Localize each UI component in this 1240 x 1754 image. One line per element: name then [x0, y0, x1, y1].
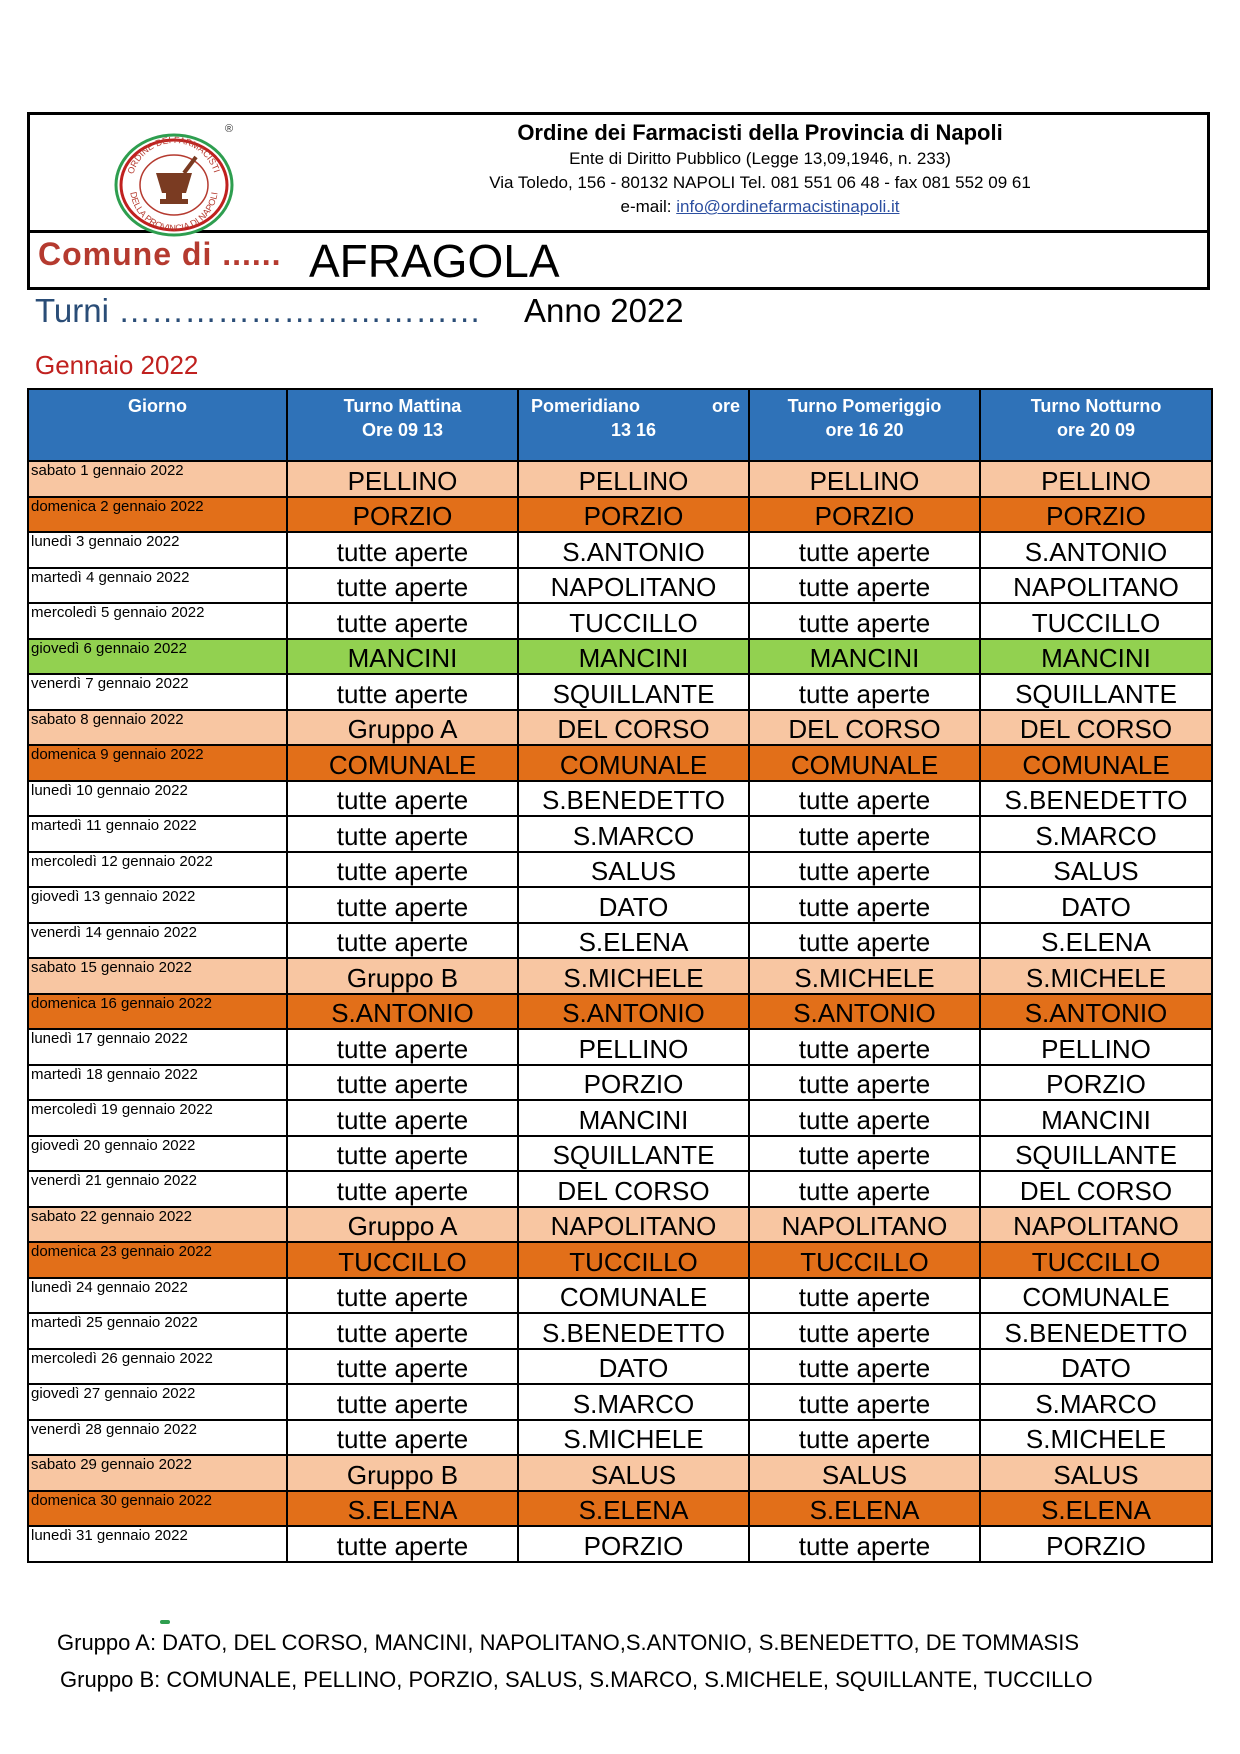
pomeridiano-cell: S.MICHELE [518, 1420, 749, 1456]
col-notturno [980, 389, 1212, 461]
month-title: Gennaio 2022 [35, 350, 199, 380]
day-cell: venerdì 7 gennaio 2022 [28, 674, 287, 710]
notturno-cell: S.BENEDETTO [980, 1313, 1212, 1349]
pomeriggio-cell: tutte aperte [749, 568, 980, 604]
day-cell: domenica 23 gennaio 2022 [28, 1242, 287, 1278]
col-pomeridiano-hours: 13 16 [610, 420, 657, 440]
schedule-table [27, 388, 1213, 1563]
notturno-cell: TUCCILLO [980, 603, 1212, 639]
pomeriggio-cell: tutte aperte [749, 674, 980, 710]
table-row [28, 1420, 1212, 1456]
mattina-cell: tutte aperte [287, 1349, 518, 1385]
mattina-cell: tutte aperte [287, 532, 518, 568]
notturno-cell: COMUNALE [980, 1278, 1212, 1314]
pomeridiano-cell: NAPOLITANO [518, 1207, 749, 1243]
pomeridiano-cell: S.ELENA [518, 923, 749, 959]
day-cell: sabato 15 gennaio 2022 [28, 958, 287, 994]
pomeriggio-cell: tutte aperte [749, 1526, 980, 1562]
table-row [28, 568, 1212, 604]
day-cell: sabato 1 gennaio 2022 [28, 461, 287, 497]
col-pomeriggio [749, 389, 980, 461]
day-cell: domenica 2 gennaio 2022 [28, 497, 287, 533]
day-cell: giovedì 27 gennaio 2022 [28, 1384, 287, 1420]
pomeriggio-cell: PELLINO [749, 461, 980, 497]
mattina-cell: tutte aperte [287, 674, 518, 710]
mattina-cell: tutte aperte [287, 603, 518, 639]
day-cell: sabato 29 gennaio 2022 [28, 1455, 287, 1491]
table-row [28, 532, 1212, 568]
day-cell: lunedì 17 gennaio 2022 [28, 1029, 287, 1065]
mattina-cell: tutte aperte [287, 923, 518, 959]
mattina-cell: Gruppo A [287, 710, 518, 746]
day-cell: lunedì 24 gennaio 2022 [28, 1278, 287, 1314]
notturno-cell: S.ANTONIO [980, 994, 1212, 1030]
table-row [28, 1526, 1212, 1562]
pomeridiano-cell: NAPOLITANO [518, 568, 749, 604]
pomeridiano-cell: S.ANTONIO [518, 532, 749, 568]
mattina-cell: tutte aperte [287, 1171, 518, 1207]
mattina-cell: tutte aperte [287, 1313, 518, 1349]
col-notturno-title: Turno Notturno [1030, 396, 1162, 416]
email-link[interactable]: info@ordinefarmacistinapoli.it [676, 197, 900, 216]
comune-name: AFRAGOLA [309, 235, 560, 287]
notturno-cell: SQUILLANTE [980, 674, 1212, 710]
pomeriggio-cell: tutte aperte [749, 887, 980, 923]
col-notturno-hours: ore 20 09 [1056, 420, 1136, 440]
mattina-cell: S.ANTONIO [287, 994, 518, 1030]
pomeridiano-cell: COMUNALE [518, 1278, 749, 1314]
pomeriggio-cell: tutte aperte [749, 923, 980, 959]
notturno-cell: PORZIO [980, 1526, 1212, 1562]
decorative-mark [160, 1620, 170, 1624]
mattina-cell: tutte aperte [287, 781, 518, 817]
table-row [28, 1242, 1212, 1278]
col-pomeriggio-title: Turno Pomeriggio [787, 396, 942, 416]
pomeriggio-cell: tutte aperte [749, 1384, 980, 1420]
pomeriggio-cell: tutte aperte [749, 1313, 980, 1349]
notturno-cell: COMUNALE [980, 745, 1212, 781]
day-cell: venerdì 21 gennaio 2022 [28, 1171, 287, 1207]
mattina-cell: tutte aperte [287, 1065, 518, 1101]
table-row [28, 1065, 1212, 1101]
day-cell: martedì 11 gennaio 2022 [28, 816, 287, 852]
table-row [28, 674, 1212, 710]
mattina-cell: S.ELENA [287, 1491, 518, 1527]
col-pomeriggio-hours: ore 16 20 [825, 420, 904, 440]
pomeriggio-cell: tutte aperte [749, 1065, 980, 1101]
pomeriggio-cell: tutte aperte [749, 1029, 980, 1065]
turni-label: Turni …………………………… [35, 292, 482, 329]
org-email-line [450, 195, 1070, 219]
pomeriggio-cell: S.ELENA [749, 1491, 980, 1527]
table-row [28, 1100, 1212, 1136]
pomeridiano-cell: S.BENEDETTO [518, 781, 749, 817]
org-info [450, 119, 1070, 219]
day-cell: giovedì 20 gennaio 2022 [28, 1136, 287, 1172]
table-row [28, 816, 1212, 852]
mattina-cell: Gruppo B [287, 958, 518, 994]
table-row [28, 603, 1212, 639]
table-row [28, 639, 1212, 675]
mattina-cell: PORZIO [287, 497, 518, 533]
pomeridiano-cell: TUCCILLO [518, 603, 749, 639]
mattina-cell: tutte aperte [287, 816, 518, 852]
day-cell: mercoledì 26 gennaio 2022 [28, 1349, 287, 1385]
day-cell: lunedì 31 gennaio 2022 [28, 1526, 287, 1562]
day-cell: venerdì 28 gennaio 2022 [28, 1420, 287, 1456]
notturno-cell: PORZIO [980, 497, 1212, 533]
day-cell: martedì 25 gennaio 2022 [28, 1313, 287, 1349]
notturno-cell: SALUS [980, 1455, 1212, 1491]
notturno-cell: MANCINI [980, 1100, 1212, 1136]
col-mattina-hours: Ore 09 13 [361, 420, 444, 440]
pomeridiano-cell: MANCINI [518, 639, 749, 675]
col-pomeridiano-title-line [525, 394, 742, 418]
table-row [28, 852, 1212, 888]
notturno-cell: PELLINO [980, 461, 1212, 497]
legend-gruppo-a: Gruppo A: DATO, DEL CORSO, MANCINI, NAPOLITANO,S.ANTONIO, S.BENEDETTO, DE TOMMASIS [57, 1630, 1080, 1655]
notturno-cell: S.MICHELE [980, 958, 1212, 994]
day-cell: martedì 18 gennaio 2022 [28, 1065, 287, 1101]
mattina-cell: TUCCILLO [287, 1242, 518, 1278]
org-legal-line: Ente di Diritto Pubblico (Legge 13,09,1946, n. 233) [569, 149, 951, 168]
mattina-cell: Gruppo B [287, 1455, 518, 1491]
pomeridiano-cell: PORZIO [518, 1526, 749, 1562]
col-pomeridiano-ore: ore [711, 396, 740, 416]
pomeridiano-cell: S.BENEDETTO [518, 1313, 749, 1349]
mattina-cell: PELLINO [287, 461, 518, 497]
col-mattina-title: Turno Mattina [343, 396, 462, 416]
col-mattina [287, 389, 518, 461]
day-cell: lunedì 3 gennaio 2022 [28, 532, 287, 568]
logo-text-top: ORDINE DEI FARMACISTI [125, 134, 222, 176]
pomeridiano-cell: PORZIO [518, 1065, 749, 1101]
mattina-cell: Gruppo A [287, 1207, 518, 1243]
table-row [28, 1207, 1212, 1243]
pomeridiano-cell: DEL CORSO [518, 710, 749, 746]
schedule-body [28, 461, 1212, 1562]
notturno-cell: S.MARCO [980, 816, 1212, 852]
table-row [28, 994, 1212, 1030]
notturno-cell: DATO [980, 1349, 1212, 1385]
day-cell: domenica 30 gennaio 2022 [28, 1491, 287, 1527]
mattina-cell: tutte aperte [287, 1029, 518, 1065]
pomeriggio-cell: SALUS [749, 1455, 980, 1491]
mattina-cell: tutte aperte [287, 1278, 518, 1314]
col-pomeridiano-title: Pomeridiano [531, 396, 641, 416]
pomeriggio-cell: tutte aperte [749, 1420, 980, 1456]
table-row [28, 887, 1212, 923]
notturno-cell: MANCINI [980, 639, 1212, 675]
day-cell: domenica 16 gennaio 2022 [28, 994, 287, 1030]
notturno-cell: S.MICHELE [980, 1420, 1212, 1456]
pomeriggio-cell: tutte aperte [749, 1136, 980, 1172]
org-address-line: Via Toledo, 156 - 80132 NAPOLI Tel. 081 551 06 48 - fax 081 552 09 61 [489, 173, 1031, 192]
notturno-cell: PORZIO [980, 1065, 1212, 1101]
table-row [28, 461, 1212, 497]
table-row [28, 745, 1212, 781]
pomeridiano-cell: S.MARCO [518, 816, 749, 852]
day-cell: mercoledì 5 gennaio 2022 [28, 603, 287, 639]
day-cell: venerdì 14 gennaio 2022 [28, 923, 287, 959]
pomeriggio-cell: tutte aperte [749, 1349, 980, 1385]
pomeriggio-cell: tutte aperte [749, 603, 980, 639]
table-row [28, 1313, 1212, 1349]
ordine-farmacisti-seal-icon [106, 127, 242, 239]
notturno-cell: NAPOLITANO [980, 1207, 1212, 1243]
mattina-cell: tutte aperte [287, 1526, 518, 1562]
table-row [28, 1384, 1212, 1420]
col-pomeridiano [518, 389, 749, 461]
table-row [28, 1029, 1212, 1065]
pomeridiano-cell: S.ANTONIO [518, 994, 749, 1030]
col-giorno-label: Giorno [128, 396, 187, 416]
comune-label: Comune di ...... [38, 236, 282, 272]
table-row [28, 1349, 1212, 1385]
pomeriggio-cell: tutte aperte [749, 1171, 980, 1207]
mattina-cell: tutte aperte [287, 1100, 518, 1136]
day-cell: lunedì 10 gennaio 2022 [28, 781, 287, 817]
pomeriggio-cell: S.ANTONIO [749, 994, 980, 1030]
registered-mark: ® [225, 123, 234, 135]
day-cell: sabato 8 gennaio 2022 [28, 710, 287, 746]
pomeriggio-cell: tutte aperte [749, 816, 980, 852]
notturno-cell: DEL CORSO [980, 710, 1212, 746]
pomeriggio-cell: tutte aperte [749, 781, 980, 817]
pomeridiano-cell: SALUS [518, 852, 749, 888]
pomeridiano-cell: SQUILLANTE [518, 674, 749, 710]
table-row [28, 1136, 1212, 1172]
notturno-cell: DEL CORSO [980, 1171, 1212, 1207]
notturno-cell: DATO [980, 887, 1212, 923]
legend-gruppo-b: Gruppo B: COMUNALE, PELLINO, PORZIO, SALUS, S.MARCO, S.MICHELE, SQUILLANTE, TUCCILLO [60, 1667, 1093, 1692]
pomeriggio-cell: tutte aperte [749, 852, 980, 888]
pomeridiano-cell: DEL CORSO [518, 1171, 749, 1207]
mattina-cell: MANCINI [287, 639, 518, 675]
logo-text-bottom: DELLA PROVINCIA DI NAPOLI [128, 190, 220, 234]
header-top [30, 115, 1207, 233]
notturno-cell: TUCCILLO [980, 1242, 1212, 1278]
pomeriggio-cell: tutte aperte [749, 1100, 980, 1136]
notturno-cell: S.ANTONIO [980, 532, 1212, 568]
table-row [28, 781, 1212, 817]
header-box [27, 112, 1210, 290]
pomeriggio-cell: DEL CORSO [749, 710, 980, 746]
notturno-cell: S.ELENA [980, 923, 1212, 959]
table-row [28, 958, 1212, 994]
pomeridiano-cell: PELLINO [518, 461, 749, 497]
day-cell: giovedì 6 gennaio 2022 [28, 639, 287, 675]
notturno-cell: S.BENEDETTO [980, 781, 1212, 817]
pomeridiano-cell: S.MICHELE [518, 958, 749, 994]
pomeridiano-cell: COMUNALE [518, 745, 749, 781]
notturno-cell: NAPOLITANO [980, 568, 1212, 604]
pomeridiano-cell: MANCINI [518, 1100, 749, 1136]
pomeridiano-cell: PORZIO [518, 497, 749, 533]
notturno-cell: SQUILLANTE [980, 1136, 1212, 1172]
pomeridiano-cell: S.MARCO [518, 1384, 749, 1420]
pomeridiano-cell: S.ELENA [518, 1491, 749, 1527]
notturno-cell: SALUS [980, 852, 1212, 888]
pomeridiano-cell: TUCCILLO [518, 1242, 749, 1278]
day-cell: mercoledì 12 gennaio 2022 [28, 852, 287, 888]
notturno-cell: S.ELENA [980, 1491, 1212, 1527]
table-row [28, 1491, 1212, 1527]
table-row [28, 497, 1212, 533]
org-title: Ordine dei Farmacisti della Provincia di Napoli [517, 120, 1003, 145]
mattina-cell: tutte aperte [287, 887, 518, 923]
table-row [28, 923, 1212, 959]
pomeridiano-cell: SQUILLANTE [518, 1136, 749, 1172]
pomeriggio-cell: MANCINI [749, 639, 980, 675]
table-row [28, 710, 1212, 746]
day-cell: sabato 22 gennaio 2022 [28, 1207, 287, 1243]
pomeriggio-cell: COMUNALE [749, 745, 980, 781]
col-giorno [28, 389, 287, 461]
table-header-row [28, 389, 1212, 461]
pomeriggio-cell: PORZIO [749, 497, 980, 533]
notturno-cell: S.MARCO [980, 1384, 1212, 1420]
mattina-cell: tutte aperte [287, 1384, 518, 1420]
anno-label: Anno 2022 [524, 292, 684, 329]
pomeriggio-cell: tutte aperte [749, 532, 980, 568]
pomeridiano-cell: DATO [518, 1349, 749, 1385]
table-row [28, 1278, 1212, 1314]
mattina-cell: tutte aperte [287, 852, 518, 888]
pomeriggio-cell: tutte aperte [749, 1278, 980, 1314]
pomeriggio-cell: S.MICHELE [749, 958, 980, 994]
pomeridiano-cell: DATO [518, 887, 749, 923]
pomeriggio-cell: NAPOLITANO [749, 1207, 980, 1243]
mattina-cell: COMUNALE [287, 745, 518, 781]
pomeriggio-cell: TUCCILLO [749, 1242, 980, 1278]
mattina-cell: tutte aperte [287, 1420, 518, 1456]
table-row [28, 1455, 1212, 1491]
pomeridiano-cell: PELLINO [518, 1029, 749, 1065]
day-cell: mercoledì 19 gennaio 2022 [28, 1100, 287, 1136]
mattina-cell: tutte aperte [287, 1136, 518, 1172]
table-row [28, 1171, 1212, 1207]
pomeridiano-cell: SALUS [518, 1455, 749, 1491]
day-cell: domenica 9 gennaio 2022 [28, 745, 287, 781]
mattina-cell: tutte aperte [287, 568, 518, 604]
day-cell: martedì 4 gennaio 2022 [28, 568, 287, 604]
day-cell: giovedì 13 gennaio 2022 [28, 887, 287, 923]
email-label: e-mail: [620, 197, 677, 216]
notturno-cell: PELLINO [980, 1029, 1212, 1065]
